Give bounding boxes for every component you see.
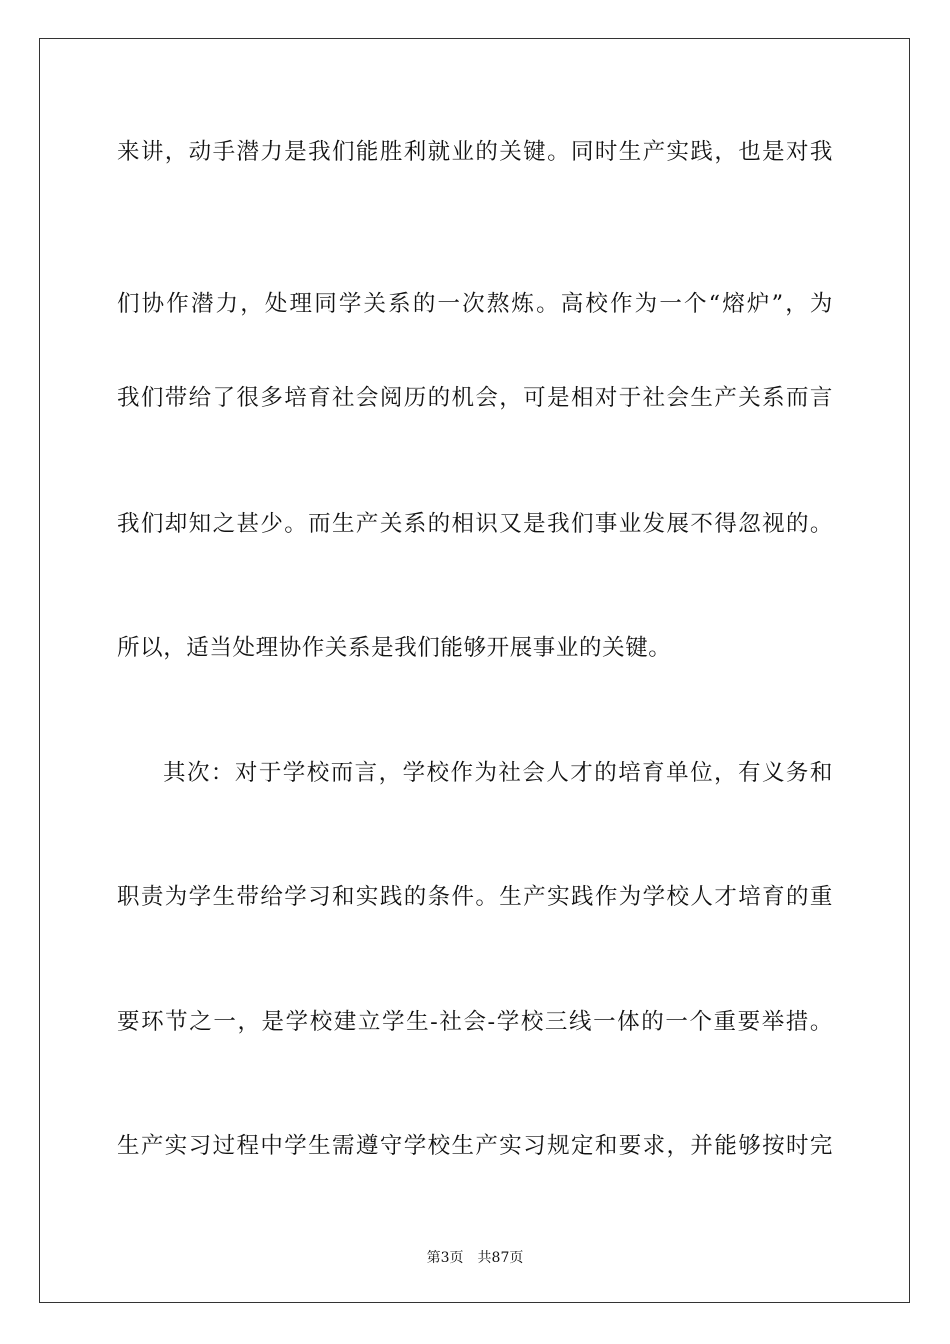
page-footer bbox=[0, 1248, 950, 1268]
body-text-line: 职责为学生带给学习和实践的条件。生产实践作为学校人才培育的重 bbox=[117, 884, 833, 910]
page-border bbox=[39, 38, 910, 1303]
total-pages: 共87页 bbox=[477, 1250, 524, 1266]
body-text-line: 我们却知之甚少。而生产关系的相识又是我们事业发展不得忽视的。 bbox=[117, 511, 833, 537]
page-number: 第3页 bbox=[426, 1250, 464, 1266]
body-text-line: 们协作潜力，处理同学关系的一次熬炼。高校作为一个“熔炉”，为 bbox=[117, 291, 833, 317]
body-text-line: 所以，适当处理协作关系是我们能够开展事业的关键。 bbox=[117, 635, 672, 661]
body-text-line: 来讲，动手潜力是我们能胜利就业的关键。同时生产实践，也是对我 bbox=[117, 139, 833, 165]
body-text-line: 要环节之一，是学校建立学生-社会-学校三线一体的一个重要举措。 bbox=[117, 1009, 833, 1035]
body-text-line: 我们带给了很多培育社会阅历的机会，可是相对于社会生产关系而言 bbox=[117, 385, 833, 411]
body-text-line: 生产实习过程中学生需遵守学校生产实习规定和要求，并能够按时完 bbox=[117, 1133, 833, 1159]
paragraph-start-line: 其次：对于学校而言，学校作为社会人才的培育单位，有义务和 bbox=[163, 760, 833, 786]
